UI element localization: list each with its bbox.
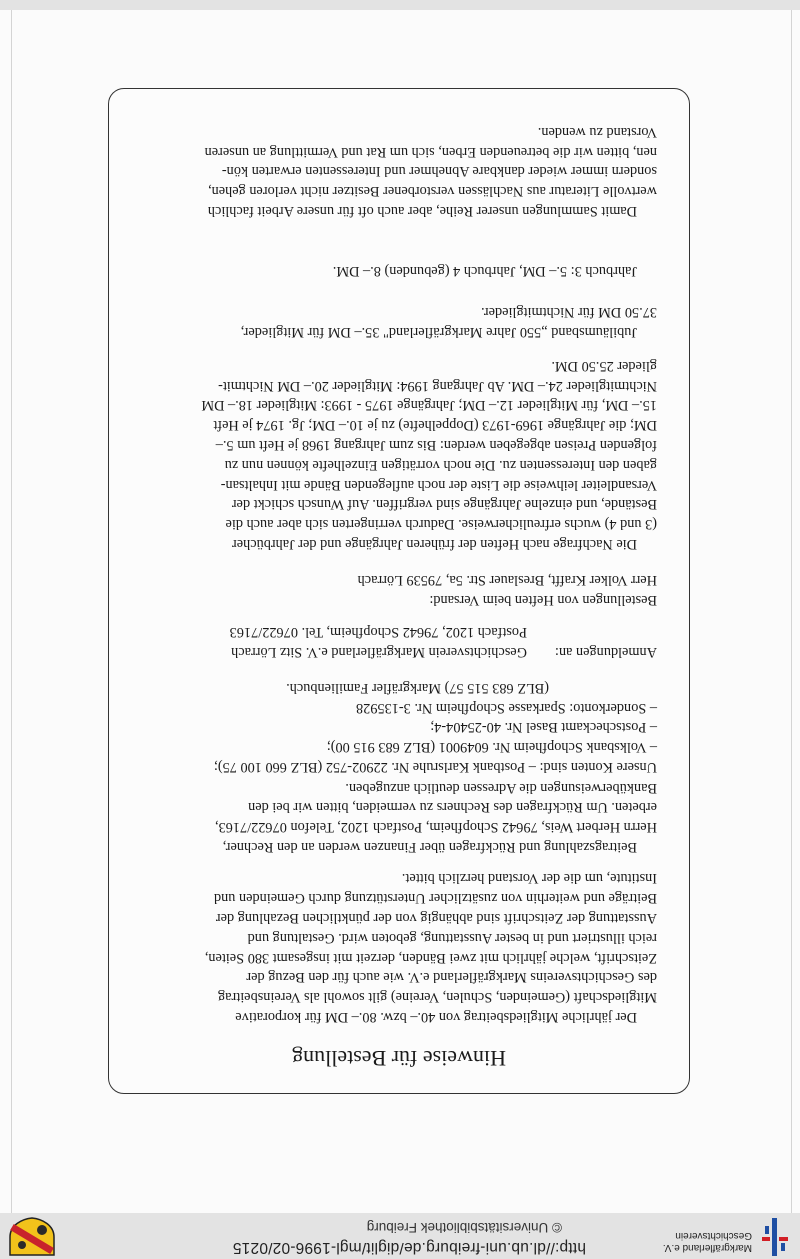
payment-paragraph (137, 777, 657, 856)
document-url[interactable]: http://dl.ub.uni-freiburg.de/diglit/mgl-1996-02/0215 (232, 1239, 586, 1256)
text-line: (3 und 4) wuchs erfreulicherweise. Dadurch verringerten sich aber auch die (225, 516, 657, 533)
text-line: 37.50 DM für Nichtmitglieder. (481, 304, 657, 321)
bank-accounts (137, 677, 657, 776)
registration-address (117, 621, 657, 661)
orders-address (117, 569, 657, 609)
page-edge-left (791, 10, 792, 1213)
geschichtsverein-crest-icon (8, 1217, 56, 1257)
registration-line: Geschichtsverein Markgräflerland e.V. Sitz Lörrach (231, 644, 527, 660)
text-line: folgenden Preisen abgegeben werden: Bis zum Jahrgang 1968 je Heft um 5.– (215, 437, 657, 454)
ub-freiburg-logo-icon (762, 1218, 788, 1256)
membership-paragraph (137, 868, 657, 1026)
text-line: Beiträge und weiterhin von zusätzlicher Unterstützung durch Gemeinden und (213, 890, 657, 907)
orders-line: Herr Volker Krafft, Breslauer Str. 5a, 79539 Lörrach (357, 572, 657, 589)
text-line: 15.– DM, für Mitglieder 12.– DM; Jahrgänge 1975 - 1993: Mitglieder 18.– DM (201, 397, 657, 414)
text-line: Beitragszahlung und Rückfragen über Finanzen werden an den Rechner, (222, 839, 637, 855)
text-line: sondern immer wieder dankbare Abnehmer und Interessenten erwarten kön- (221, 163, 657, 180)
text-line: gaben den Interessenten zu. Die noch vorrätigen Einzelhefte können nun zu (224, 456, 657, 473)
text-line: Bestände, und einzelne Jahrgänge sind vergriffen. Auf Wunsch schickt der (231, 496, 657, 513)
order-notes-panel (108, 88, 690, 1094)
text-line: erbeten. Um Rückfragen des Rechners zu vermeiden, bitten wir bei den (248, 799, 657, 816)
text-line: Zeitschrift, welche jährlich mit zwei Bänden, derzeit mit insgesamt 380 Seiten, (204, 949, 657, 966)
page-title: Hinweise für Bestellung (292, 1046, 506, 1071)
account-line: – Sonderkonto: Sparkasse Schopfheim Nr. 3-135928 (356, 699, 657, 716)
crest-caption: Markgräflerland e.V. Geschichtsverein (662, 1230, 752, 1253)
viewer-footer-bar (0, 1213, 800, 1259)
viewer-bottom-strip (0, 0, 800, 10)
account-line: (BLZ 683 515 57) Markgräfler Familienbuch. (286, 679, 549, 696)
text-line: reich illustriert und in bester Ausstattung, geboten wird. Gestaltung und (247, 929, 657, 946)
text-line: Damit Sammlungen unserer Reihe, aber auch oft für unsere Arbeit fachlich (207, 203, 637, 219)
text-line: Versandleiter leihweise die Liste der noch auflegenden Bände mit Inhaltsan- (220, 476, 657, 493)
anniversary-volume-paragraph (137, 301, 657, 341)
yearbook-paragraph (137, 260, 657, 280)
account-line: – Volksbank Schopfheim Nr. 6049001 (BLZ 683 915 00); (326, 739, 657, 756)
text-line: Nichtmitglieder 24.– DM. Ab Jahrgang 1994: Mitglieder 20.– DM Nichtmit- (218, 377, 657, 394)
registration-label: Anmeldungen an: (554, 644, 657, 660)
text-line: Jubiläumsband „550 Jahre Markgräflerland" 35.– DM für Mitglieder, (240, 324, 637, 340)
text-line: glieder 25.50 DM. (551, 357, 657, 374)
text-line: Institute, um die der Vorstand herzlich bittet. (401, 870, 657, 887)
estate-literature-paragraph (137, 121, 657, 220)
orders-label: Bestellungen von Heften beim Versand: (429, 592, 657, 608)
text-line: Banküberweisungen die Adressen deutlich anzugeben. (345, 779, 657, 796)
page-edge-right (11, 10, 12, 1213)
back-issues-paragraph (137, 355, 657, 553)
text-line: DM; die Jahrgänge 1969-1973 (Doppelhefte) zu je 10.– DM; Jg. 1974 je Heft (213, 417, 657, 434)
text-line: des Geschichtsvereins Markgräflerland e.V. wie auch für den Bezug der (246, 969, 657, 986)
registration-line: Postfach 1202, 79642 Schopfheim, Tel. 07622/7163 (229, 624, 527, 641)
text-line: Ausstattung der Zeitschrift sind abhängig von der pünktlichen Bezahlung der (215, 910, 657, 927)
text-line: Jahrbuch 3: 5.– DM, Jahrbuch 4 (gebunden) 8.– DM. (332, 263, 637, 279)
text-line: Der jährliche Mitgliedsbeitrag von 40.– bzw. 80.– DM für korporative (235, 1009, 637, 1025)
text-line: nen, bitten wir die betreuenden Erben, sich um Rat und Vermittlung an unseren (204, 143, 657, 160)
text-line: Vorstand zu wenden. (537, 123, 657, 140)
account-line: Unsere Konten sind: – Postbank Karlsruhe Nr. 22902-752 (BLZ 660 100 75); (213, 759, 657, 775)
text-line: Die Nachfrage nach Heften der früheren Jahrgänge und der Jahrbücher (231, 536, 637, 552)
text-line: Mitgliedschaft (Gemeinden, Schulen, Vereine) gilt sowohl als Vereinsbeitrag (218, 989, 657, 1006)
text-line: wertvolle Literatur aus Nachlässen verstorbener Besitzer nicht verloren gehen, (208, 183, 657, 200)
scanned-page (0, 10, 800, 1213)
copyright-notice: © Universitätsbibliothek Freiburg (366, 1220, 562, 1235)
account-line: – Postscheckamt Basel Nr. 40-25404-4; (430, 719, 657, 736)
text-line: Herrn Herbert Weis, 79642 Schopfheim, Postfach 1202, Telefon 07622/7163, (214, 819, 657, 836)
